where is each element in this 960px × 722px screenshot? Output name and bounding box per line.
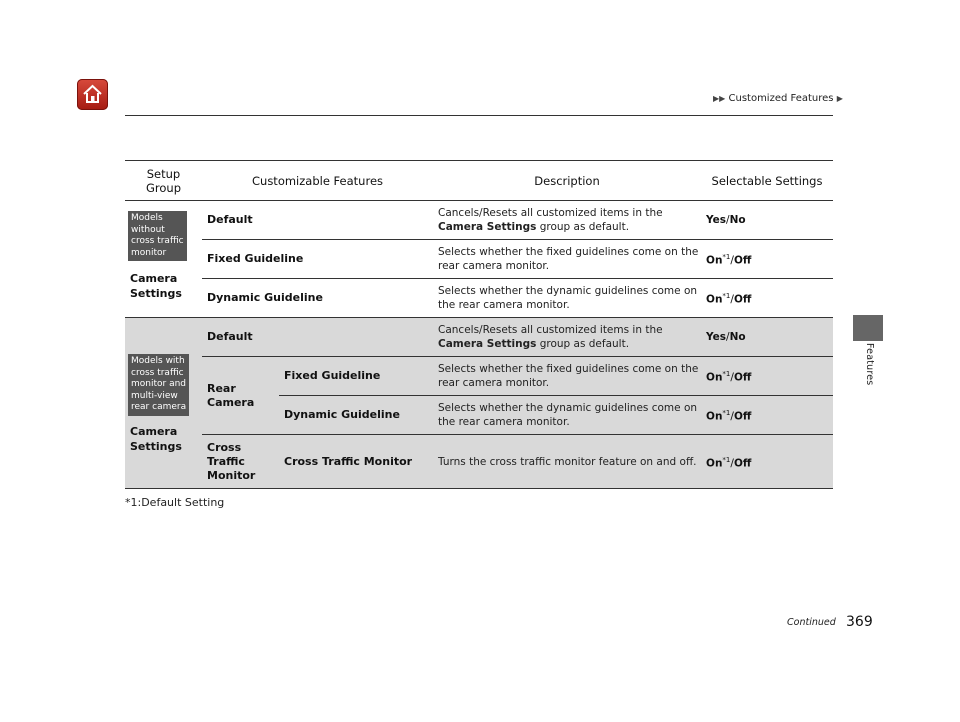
customizable-features-table [125, 160, 833, 489]
feature-name: Cross Traffic Monitor [279, 435, 433, 489]
table-row [125, 435, 833, 489]
feature-name: Fixed Guideline [279, 357, 433, 396]
breadcrumb[interactable] [713, 93, 843, 104]
side-tab-label: Features [864, 343, 875, 386]
home-icon [81, 83, 104, 106]
model-badge: Models without cross traffic monitor [128, 211, 187, 261]
feature-description: Selects whether the fixed guidelines come on the rear camera monitor. [433, 240, 701, 279]
model-badge: Models with cross traffic monitor and multi-view rear camera [128, 354, 189, 416]
table-row [125, 240, 833, 279]
home-button[interactable] [77, 79, 108, 110]
feature-description: Turns the cross traffic monitor feature on and off. [433, 435, 701, 489]
selectable-setting: On$^{*1}$/Off [701, 435, 833, 489]
breadcrumb-arrow-icon: ▶ [836, 94, 843, 103]
table-row [125, 357, 833, 396]
feature-description: Cancels/Resets all customized items in the Camera Settings group as default. [433, 201, 701, 240]
setup-group-cell [125, 318, 202, 489]
page-number: 369 [846, 614, 873, 630]
feature-description: Cancels/Resets all customized items in the Camera Settings group as default. [433, 318, 701, 357]
table-row [125, 318, 833, 357]
feature-name: Fixed Guideline [202, 240, 433, 279]
setup-group-name: Camera Settings [130, 272, 182, 300]
feature-name: Default [202, 201, 433, 240]
side-tab-marker[interactable] [853, 315, 883, 341]
header-customizable-features: Customizable Features [202, 161, 433, 201]
breadcrumb-arrow-icon: ▶▶ [713, 94, 726, 103]
feature-name: Default [202, 318, 433, 357]
breadcrumb-section[interactable]: Customized Features [728, 93, 834, 104]
table-row [125, 279, 833, 318]
header-selectable-settings: Selectable Settings [701, 161, 833, 201]
feature-name: Dynamic Guideline [202, 279, 433, 318]
feature-description: Selects whether the dynamic guidelines come on the rear camera monitor. [433, 396, 701, 435]
feature-description: Selects whether the fixed guidelines come on the rear camera monitor. [433, 357, 701, 396]
setup-group-name: Camera Settings [130, 425, 182, 453]
selectable-setting: On$^{*1}$/Off [701, 396, 833, 435]
selectable-setting: On$^{*1}$/Off [701, 279, 833, 318]
selectable-setting: Yes/No [701, 201, 833, 240]
selectable-setting: Yes/No [701, 318, 833, 357]
selectable-setting: On$^{*1}$/Off [701, 240, 833, 279]
continued-label: Continued [787, 617, 836, 628]
footnote: *1:Default Setting [125, 496, 225, 509]
header-rule [125, 115, 833, 116]
setup-group-cell [125, 201, 202, 318]
feature-description: Selects whether the dynamic guidelines come on the rear camera monitor. [433, 279, 701, 318]
table-row [125, 201, 833, 240]
header-description: Description [433, 161, 701, 201]
feature-name: Dynamic Guideline [279, 396, 433, 435]
sub-group-name: Rear Camera [202, 357, 279, 435]
header-setup-group: Setup Group [125, 161, 202, 201]
sub-group-name: Cross Traffic Monitor [202, 435, 279, 489]
selectable-setting: On$^{*1}$/Off [701, 357, 833, 396]
